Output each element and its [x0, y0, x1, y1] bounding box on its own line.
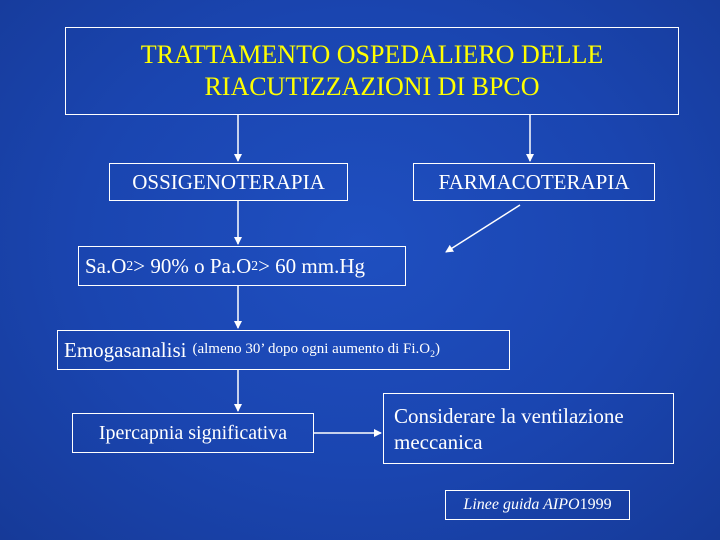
- reference-year: 1999: [579, 496, 612, 513]
- title-line-2: RIACUTIZZAZIONI DI BPCO: [204, 72, 540, 101]
- ventilation-line-2: meccanica: [394, 429, 483, 454]
- target-middle-text: > 90% o Pa.O: [133, 253, 252, 278]
- reference-box: [445, 490, 630, 520]
- title-box: [65, 27, 679, 115]
- blood-gas-note-prefix: (almeno 30’ dopo ogni aumento di Fi.O: [192, 340, 431, 357]
- hypercapnia-box: Ipercapnia significativa: [72, 413, 314, 453]
- reference-guideline: Linee guida AIPO: [463, 496, 580, 513]
- target-suffix-text: > 60 mm.Hg: [258, 253, 366, 278]
- blood-gas-note-suffix: ): [434, 340, 440, 357]
- target-sao2-subscript: 2: [126, 258, 134, 273]
- ventilation-box: [383, 393, 674, 464]
- blood-gas-label: Emogasanalisi: [64, 337, 187, 362]
- title-line-1: TRATTAMENTO OSPEDALIERO DELLE: [140, 40, 604, 69]
- oxygen-target-box: [78, 246, 406, 286]
- arrow-pharma-diagonal: [446, 205, 520, 252]
- pharmacotherapy-box: FARMACOTERAPIA: [413, 163, 655, 201]
- diagram-title: [141, 39, 604, 103]
- blood-gas-box: [57, 330, 510, 370]
- ventilation-line-1: Considerare la ventilazione: [394, 403, 624, 428]
- target-sao2-label: Sa.O: [85, 253, 127, 278]
- blood-gas-note: [192, 341, 439, 360]
- target-pao2-subscript: 2: [251, 258, 259, 273]
- oxygen-therapy-box: OSSIGENOTERAPIA: [109, 163, 348, 201]
- blood-gas-note-subscript: 2: [430, 348, 435, 360]
